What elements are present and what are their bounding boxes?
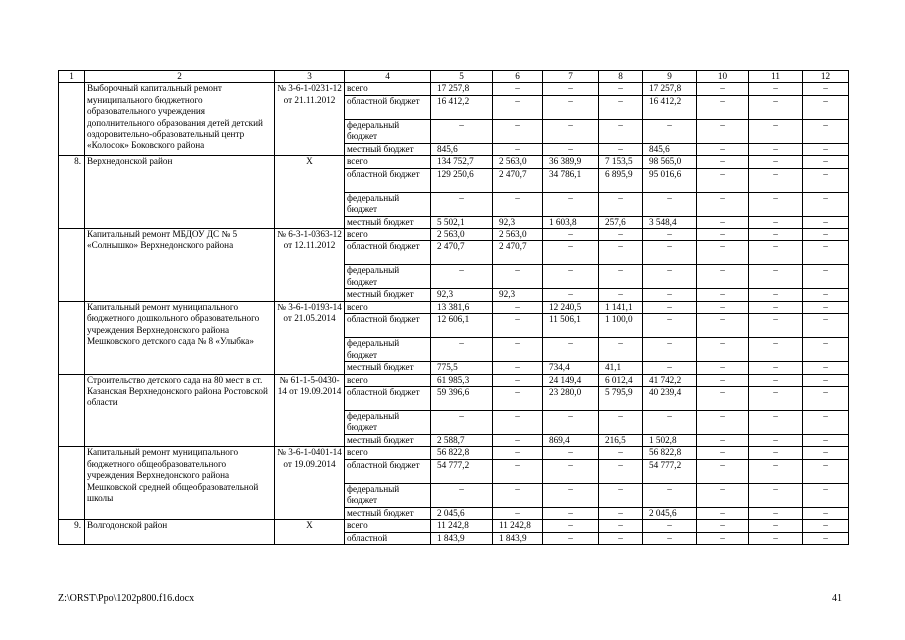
amount-cell: – (543, 532, 599, 544)
amount-cell: – (803, 143, 849, 155)
col-header: 11 (749, 71, 803, 83)
amount-cell: – (803, 216, 849, 228)
funding-source: федеральный бюджет (345, 119, 431, 143)
amount-cell: 24 149,4 (543, 374, 599, 386)
amount-cell: 56 822,8 (643, 447, 697, 459)
amount-cell: – (803, 411, 849, 435)
amount-cell: – (803, 289, 849, 301)
amount-cell: – (749, 387, 803, 411)
funding-source: всего (345, 156, 431, 168)
funding-source: местный бюджет (345, 362, 431, 374)
amount-cell: – (803, 435, 849, 447)
amount-cell: 2 470,7 (431, 241, 493, 265)
amount-cell: – (697, 362, 749, 374)
amount-cell: – (493, 459, 543, 483)
amount-cell: – (749, 168, 803, 192)
amount-cell: – (697, 507, 749, 519)
amount-cell: 12 240,5 (543, 301, 599, 313)
amount-cell: – (543, 229, 599, 241)
amount-cell: 7 153,5 (599, 156, 643, 168)
amount-cell: 2 045,6 (643, 507, 697, 519)
amount-cell: – (803, 338, 849, 362)
row-number (59, 374, 85, 447)
amount-cell: – (749, 362, 803, 374)
col-header: 3 (275, 71, 345, 83)
funding-source: областной бюджет (345, 459, 431, 483)
amount-cell: – (431, 192, 493, 216)
amount-cell: 95 016,6 (643, 168, 697, 192)
amount-cell: – (599, 532, 643, 544)
row-number: 8. (59, 156, 85, 229)
amount-cell: 1 100,0 (599, 314, 643, 338)
amount-cell: – (749, 95, 803, 119)
document-ref: № 61-1-5-0430-14 от 19.09.2014 (275, 374, 345, 447)
amount-cell: 1 843,9 (431, 532, 493, 544)
amount-cell: 17 257,8 (643, 83, 697, 95)
col-header: 6 (493, 71, 543, 83)
amount-cell: – (697, 192, 749, 216)
object-name: Капитальный ремонт муниципального бюджетного общеобразовательного учреждения Верхнедонского района Мешковской средней общеобразовательной школы (85, 447, 275, 520)
funding-source: всего (345, 83, 431, 95)
amount-cell: – (697, 216, 749, 228)
amount-cell: 869,4 (543, 435, 599, 447)
col-header: 4 (345, 71, 431, 83)
amount-cell: – (749, 374, 803, 386)
amount-cell: – (697, 241, 749, 265)
amount-cell: – (749, 483, 803, 507)
amount-cell: – (493, 387, 543, 411)
amount-cell: 16 412,2 (643, 95, 697, 119)
amount-cell: – (599, 83, 643, 95)
amount-cell: – (543, 520, 599, 532)
amount-cell: 41 742,2 (643, 374, 697, 386)
amount-cell: – (643, 520, 697, 532)
amount-cell: – (543, 143, 599, 155)
object-name: Выборочный капитальный ремонт муниципального бюджетного образовательного учреждения дополнительного образования детей детский оздоровительно-образовательный центр «Колосок» Боковского района (85, 83, 275, 156)
amount-cell: – (599, 507, 643, 519)
document-ref: № 3-6-1-0193-14 от 21.05.2014 (275, 301, 345, 374)
amount-cell: 257,6 (599, 216, 643, 228)
table-row (59, 83, 849, 95)
funding-source: всего (345, 520, 431, 532)
amount-cell: – (803, 507, 849, 519)
funding-source: всего (345, 301, 431, 313)
row-number: 9. (59, 520, 85, 545)
amount-cell: – (803, 532, 849, 544)
amount-cell: – (803, 156, 849, 168)
amount-cell: 1 843,9 (493, 532, 543, 544)
amount-cell: – (599, 265, 643, 289)
row-number (59, 83, 85, 156)
amount-cell: – (749, 520, 803, 532)
amount-cell: – (643, 229, 697, 241)
table-row (59, 520, 849, 532)
table-row (59, 229, 849, 241)
amount-cell: 2 470,7 (493, 168, 543, 192)
amount-cell: 775,5 (431, 362, 493, 374)
amount-cell: – (599, 95, 643, 119)
funding-source: местный бюджет (345, 143, 431, 155)
header-row (59, 71, 849, 83)
object-name: Строительство детского сада на 80 мест в ст. Казанская Верхнедонского района Ростовской области (85, 374, 275, 447)
amount-cell: – (599, 229, 643, 241)
amount-cell: 54 777,2 (643, 459, 697, 483)
object-name: Верхнедонской район (85, 156, 275, 229)
amount-cell: – (493, 507, 543, 519)
amount-cell: – (697, 520, 749, 532)
amount-cell: – (599, 289, 643, 301)
amount-cell: – (697, 483, 749, 507)
amount-cell: – (749, 411, 803, 435)
amount-cell: 134 752,7 (431, 156, 493, 168)
amount-cell: 92,3 (431, 289, 493, 301)
amount-cell: – (599, 338, 643, 362)
amount-cell: – (493, 95, 543, 119)
amount-cell: – (543, 95, 599, 119)
amount-cell: – (697, 447, 749, 459)
amount-cell: – (543, 83, 599, 95)
col-header: 5 (431, 71, 493, 83)
amount-cell: – (493, 411, 543, 435)
amount-cell: – (543, 265, 599, 289)
col-header: 12 (803, 71, 849, 83)
document-ref: Х (275, 156, 345, 229)
amount-cell: – (643, 532, 697, 544)
amount-cell: – (749, 435, 803, 447)
amount-cell: – (749, 447, 803, 459)
amount-cell: – (543, 289, 599, 301)
amount-cell: – (749, 532, 803, 544)
amount-cell: 2 045,6 (431, 507, 493, 519)
funding-source: всего (345, 229, 431, 241)
amount-cell: – (749, 119, 803, 143)
funding-source: областной бюджет (345, 241, 431, 265)
amount-cell: – (697, 289, 749, 301)
table-row (59, 301, 849, 313)
document-ref: № 3-6-1-0231-12 от 21.11.2012 (275, 83, 345, 156)
amount-cell: – (543, 507, 599, 519)
amount-cell: 845,6 (643, 143, 697, 155)
amount-cell: 2 563,0 (493, 156, 543, 168)
amount-cell: – (493, 301, 543, 313)
amount-cell: 2 563,0 (493, 229, 543, 241)
amount-cell: 98 565,0 (643, 156, 697, 168)
funding-source: федеральный бюджет (345, 192, 431, 216)
amount-cell: – (697, 229, 749, 241)
amount-cell: – (493, 374, 543, 386)
amount-cell: – (697, 459, 749, 483)
amount-cell: – (803, 229, 849, 241)
funding-source: местный бюджет (345, 507, 431, 519)
amount-cell: – (493, 483, 543, 507)
table-row (59, 374, 849, 386)
amount-cell: – (749, 192, 803, 216)
amount-cell: 129 250,6 (431, 168, 493, 192)
amount-cell: 1 603,8 (543, 216, 599, 228)
amount-cell: – (543, 338, 599, 362)
funding-source: местный бюджет (345, 289, 431, 301)
amount-cell: – (431, 411, 493, 435)
amount-cell: 5 502,1 (431, 216, 493, 228)
amount-cell: – (431, 119, 493, 143)
amount-cell: – (697, 374, 749, 386)
amount-cell: – (803, 314, 849, 338)
amount-cell: – (803, 447, 849, 459)
amount-cell: – (803, 241, 849, 265)
amount-cell: – (493, 83, 543, 95)
amount-cell: 3 548,4 (643, 216, 697, 228)
amount-cell: – (493, 192, 543, 216)
amount-cell: 845,6 (431, 143, 493, 155)
amount-cell: – (697, 411, 749, 435)
amount-cell: – (543, 483, 599, 507)
document-ref: Х (275, 520, 345, 545)
amount-cell: – (643, 119, 697, 143)
object-name: Капитальный ремонт муниципального бюджетного дошкольного образовательного учреждения Верхнедонского района Мешковского детского сада № 8 «Улыбка» (85, 301, 275, 374)
amount-cell: – (749, 241, 803, 265)
amount-cell: – (749, 338, 803, 362)
funding-source: областной бюджет (345, 168, 431, 192)
table-row (59, 156, 849, 168)
amount-cell: 216,5 (599, 435, 643, 447)
amount-cell: – (643, 338, 697, 362)
amount-cell: – (749, 83, 803, 95)
funding-source: местный бюджет (345, 216, 431, 228)
amount-cell: – (749, 143, 803, 155)
amount-cell: – (599, 520, 643, 532)
document-ref: № 3-6-1-0401-14 от 19.09.2014 (275, 447, 345, 520)
amount-cell: – (803, 459, 849, 483)
amount-cell: 2 563,0 (431, 229, 493, 241)
funding-source: федеральный бюджет (345, 411, 431, 435)
amount-cell: 5 795,9 (599, 387, 643, 411)
amount-cell: – (599, 143, 643, 155)
amount-cell: – (697, 83, 749, 95)
budget-table (58, 70, 849, 545)
amount-cell: 11 242,8 (431, 520, 493, 532)
amount-cell: – (431, 483, 493, 507)
funding-source: всего (345, 447, 431, 459)
amount-cell: 2 588,7 (431, 435, 493, 447)
amount-cell: 59 396,6 (431, 387, 493, 411)
amount-cell: – (599, 483, 643, 507)
funding-source: местный бюджет (345, 435, 431, 447)
amount-cell: 92,3 (493, 216, 543, 228)
table-body (59, 71, 849, 545)
amount-cell: – (803, 362, 849, 374)
amount-cell: – (803, 95, 849, 119)
amount-cell: – (493, 314, 543, 338)
amount-cell: – (493, 265, 543, 289)
amount-cell: 16 412,2 (431, 95, 493, 119)
amount-cell: – (643, 411, 697, 435)
amount-cell: – (543, 119, 599, 143)
amount-cell: – (493, 362, 543, 374)
amount-cell: 11 506,1 (543, 314, 599, 338)
amount-cell: – (803, 265, 849, 289)
amount-cell: 1 141,1 (599, 301, 643, 313)
amount-cell: – (493, 435, 543, 447)
amount-cell: 34 786,1 (543, 168, 599, 192)
amount-cell: – (543, 447, 599, 459)
object-name: Волгодонской район (85, 520, 275, 545)
amount-cell: – (599, 119, 643, 143)
amount-cell: 36 389,9 (543, 156, 599, 168)
amount-cell: – (697, 95, 749, 119)
amount-cell: – (803, 483, 849, 507)
amount-cell: 734,4 (543, 362, 599, 374)
amount-cell: – (543, 192, 599, 216)
amount-cell: – (493, 143, 543, 155)
amount-cell: – (543, 241, 599, 265)
amount-cell: 61 985,3 (431, 374, 493, 386)
amount-cell: 6 012,4 (599, 374, 643, 386)
amount-cell: 2 470,7 (493, 241, 543, 265)
amount-cell: 56 822,8 (431, 447, 493, 459)
amount-cell: 11 242,8 (493, 520, 543, 532)
amount-cell: – (643, 192, 697, 216)
amount-cell: – (697, 387, 749, 411)
amount-cell: – (643, 314, 697, 338)
object-name: Капитальный ремонт МБДОУ ДС № 5 «Солнышко» Верхнедонского района (85, 229, 275, 302)
col-header: 8 (599, 71, 643, 83)
amount-cell: – (643, 483, 697, 507)
col-header: 9 (643, 71, 697, 83)
amount-cell: – (749, 156, 803, 168)
amount-cell: – (599, 459, 643, 483)
amount-cell: 92,3 (493, 289, 543, 301)
amount-cell: – (697, 156, 749, 168)
amount-cell: – (697, 143, 749, 155)
row-number (59, 301, 85, 374)
funding-source: федеральный бюджет (345, 483, 431, 507)
amount-cell: – (749, 289, 803, 301)
amount-cell: – (697, 532, 749, 544)
amount-cell: – (749, 314, 803, 338)
amount-cell: – (749, 229, 803, 241)
amount-cell: – (803, 168, 849, 192)
col-header: 7 (543, 71, 599, 83)
amount-cell: – (599, 447, 643, 459)
amount-cell: – (749, 507, 803, 519)
amount-cell: – (803, 301, 849, 313)
amount-cell: – (697, 338, 749, 362)
amount-cell: – (803, 119, 849, 143)
amount-cell: 13 381,6 (431, 301, 493, 313)
amount-cell: – (803, 520, 849, 532)
amount-cell: – (493, 338, 543, 362)
funding-source: областной бюджет (345, 95, 431, 119)
funding-source: областной (345, 532, 431, 544)
funding-source: областной бюджет (345, 387, 431, 411)
amount-cell: – (749, 216, 803, 228)
amount-cell: – (431, 338, 493, 362)
amount-cell: 12 606,1 (431, 314, 493, 338)
funding-source: федеральный бюджет (345, 265, 431, 289)
amount-cell: – (643, 301, 697, 313)
amount-cell: 17 257,8 (431, 83, 493, 95)
amount-cell: – (643, 362, 697, 374)
amount-cell: – (643, 241, 697, 265)
amount-cell: – (697, 168, 749, 192)
funding-source: федеральный бюджет (345, 338, 431, 362)
amount-cell: 6 895,9 (599, 168, 643, 192)
funding-source: областной бюджет (345, 314, 431, 338)
row-number (59, 447, 85, 520)
amount-cell: – (599, 241, 643, 265)
col-header: 2 (85, 71, 275, 83)
amount-cell: – (749, 301, 803, 313)
amount-cell: – (749, 459, 803, 483)
amount-cell: – (643, 265, 697, 289)
amount-cell: – (803, 192, 849, 216)
amount-cell: 1 502,8 (643, 435, 697, 447)
funding-source: всего (345, 374, 431, 386)
amount-cell: – (543, 459, 599, 483)
amount-cell: 41,1 (599, 362, 643, 374)
amount-cell: 54 777,2 (431, 459, 493, 483)
amount-cell: – (749, 265, 803, 289)
amount-cell: – (697, 301, 749, 313)
table-row (59, 447, 849, 459)
amount-cell: – (803, 374, 849, 386)
col-header: 1 (59, 71, 85, 83)
document-ref: № 6-3-1-0363-12 от 12.11.2012 (275, 229, 345, 302)
amount-cell: – (543, 411, 599, 435)
col-header: 10 (697, 71, 749, 83)
amount-cell: 23 280,0 (543, 387, 599, 411)
page-number: 41 (832, 593, 842, 604)
amount-cell: – (697, 265, 749, 289)
amount-cell: – (599, 192, 643, 216)
amount-cell: – (803, 83, 849, 95)
amount-cell: – (643, 289, 697, 301)
amount-cell: – (493, 119, 543, 143)
amount-cell: – (431, 265, 493, 289)
amount-cell: – (803, 387, 849, 411)
amount-cell: – (697, 314, 749, 338)
amount-cell: – (493, 447, 543, 459)
amount-cell: – (599, 411, 643, 435)
file-path: Z:\ORST\Ppo\1202p800.f16.docx (58, 593, 195, 604)
amount-cell: 40 239,4 (643, 387, 697, 411)
row-number (59, 229, 85, 302)
amount-cell: – (697, 119, 749, 143)
amount-cell: – (697, 435, 749, 447)
